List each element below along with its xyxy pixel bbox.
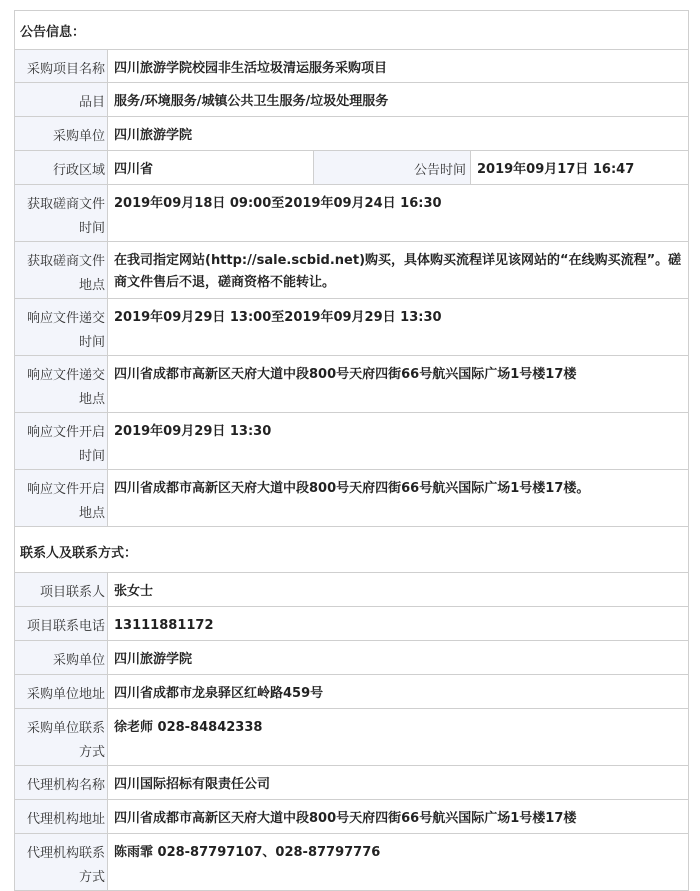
table-row <box>15 834 689 891</box>
field-value: 四川省成都市高新区天府大道中段800号天府四街66号航兴国际广场1号楼17楼 <box>108 356 689 412</box>
table-row <box>15 573 689 607</box>
section-title: 公告信息： <box>15 11 689 49</box>
field-label: 行政区域 <box>15 151 108 184</box>
field-value: 陈雨霏 028-87797107、028-87797776 <box>108 834 689 890</box>
table-row <box>15 299 689 356</box>
field-label: 项目联系电话 <box>15 607 108 640</box>
field-label: 响应文件递交地点 <box>15 356 108 412</box>
field-label: 代理机构名称 <box>15 766 108 799</box>
table-row <box>15 607 689 641</box>
field-label: 采购项目名称 <box>15 50 108 82</box>
table-row <box>15 641 689 675</box>
table-row <box>15 709 689 766</box>
table-row <box>15 185 689 242</box>
field-value: 2019年09月29日 13:00至2019年09月29日 13:30 <box>108 299 689 355</box>
section-title: 联系人及联系方式： <box>15 527 689 572</box>
table-row <box>15 117 689 151</box>
field-value: 张女士 <box>108 573 689 606</box>
field-value: 2019年09月18日 09:00至2019年09月24日 16:30 <box>108 185 689 241</box>
table-row <box>15 413 689 470</box>
table-row <box>15 356 689 413</box>
field-label: 获取磋商文件地点 <box>15 242 108 298</box>
announcement-table <box>14 10 689 891</box>
field-value: 四川旅游学院 <box>108 641 689 674</box>
field-value: 四川旅游学院 <box>108 117 689 150</box>
table-row <box>15 83 689 117</box>
field-label: 响应文件递交时间 <box>15 299 108 355</box>
table-row <box>15 675 689 709</box>
table-row <box>15 766 689 800</box>
field-label: 响应文件开启时间 <box>15 413 108 469</box>
table-row <box>15 50 689 83</box>
table-row-region <box>15 151 689 185</box>
field-value: 四川省成都市高新区天府大道中段800号天府四街66号航兴国际广场1号楼17楼。 <box>108 470 689 526</box>
field-label: 响应文件开启地点 <box>15 470 108 526</box>
field-label: 采购单位联系方式 <box>15 709 108 765</box>
field-value: 四川国际招标有限责任公司 <box>108 766 689 799</box>
field-value: 2019年09月29日 13:30 <box>108 413 689 469</box>
field-label: 获取磋商文件时间 <box>15 185 108 241</box>
field-label: 代理机构地址 <box>15 800 108 833</box>
section-header-notice <box>15 11 689 50</box>
field-value: 四川省成都市高新区天府大道中段800号天府四街66号航兴国际广场1号楼17楼 <box>108 800 689 833</box>
field-value: 在我司指定网站(http://sale.scbid.net)购买，具体购买流程详见该网站的“在线购买流程”。磋商文件售后不退，磋商资格不能转让。 <box>108 242 689 298</box>
field-label: 品目 <box>15 83 108 116</box>
field-label: 项目联系人 <box>15 573 108 606</box>
field-value: 服务/环境服务/城镇公共卫生服务/垃圾处理服务 <box>108 83 689 116</box>
field-value: 徐老师 028-84842338 <box>108 709 689 765</box>
region-value: 四川省 <box>108 151 314 184</box>
field-label: 代理机构联系方式 <box>15 834 108 890</box>
table-row <box>15 242 689 299</box>
field-label: 采购单位 <box>15 641 108 674</box>
field-label: 公告时间 <box>314 151 471 184</box>
table-row <box>15 470 689 527</box>
field-value: 13111881172 <box>108 607 689 640</box>
announcement-time: 2019年09月17日 16:47 <box>471 151 689 184</box>
table-row <box>15 800 689 834</box>
field-value: 四川省成都市龙泉驿区红岭路459号 <box>108 675 689 708</box>
section-header-contact <box>15 527 689 573</box>
field-label: 采购单位地址 <box>15 675 108 708</box>
field-label: 采购单位 <box>15 117 108 150</box>
field-value: 四川旅游学院校园非生活垃圾清运服务采购项目 <box>108 50 689 82</box>
